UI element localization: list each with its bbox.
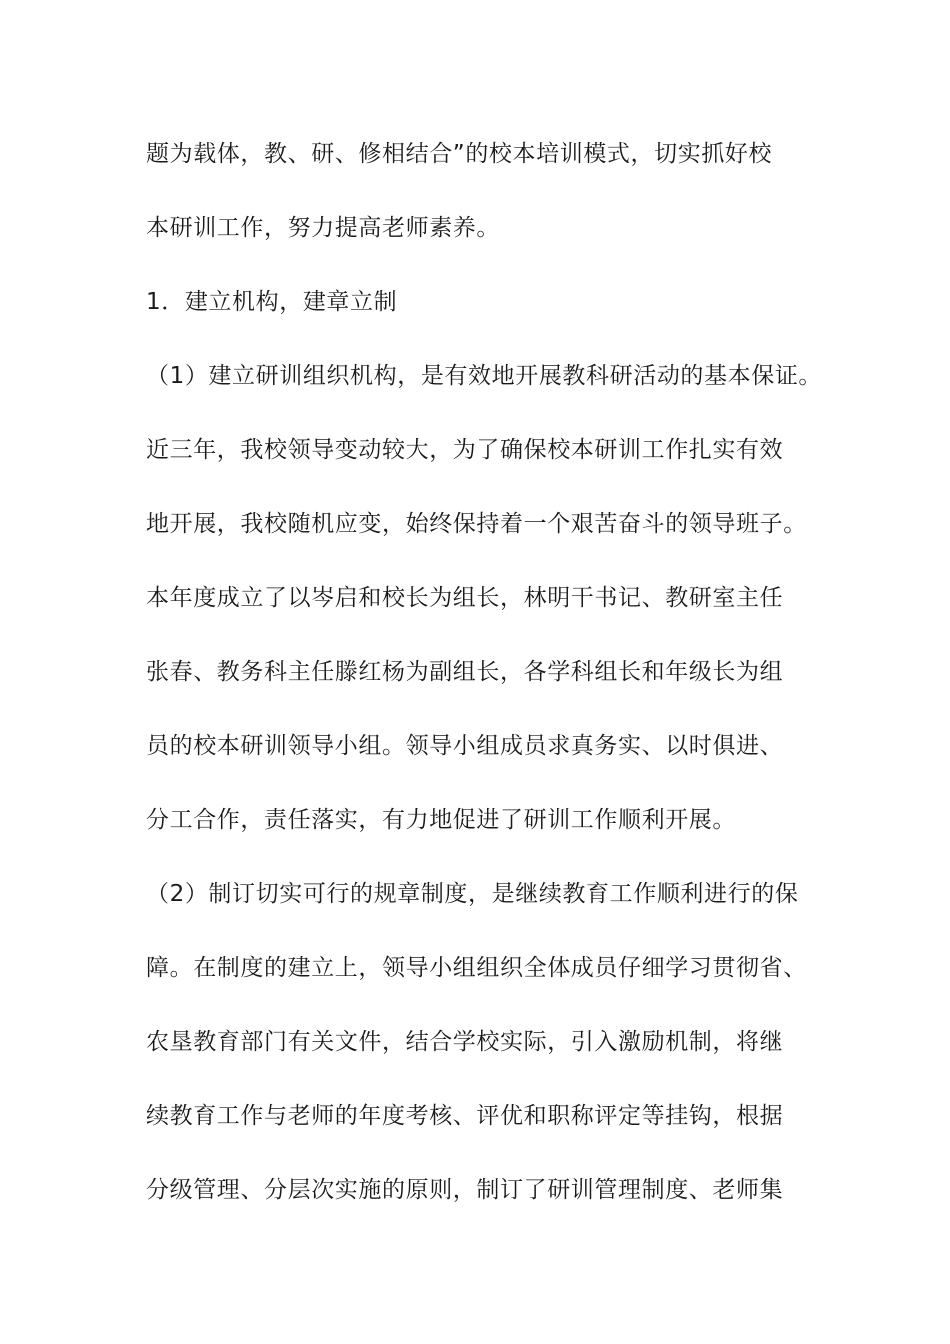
text-line: 农垦教育部门有关文件，结合学校实际，引入激励机制，将继 [146, 1029, 784, 1055]
text-line: 本研训工作，努力提高老师素养。 [146, 215, 500, 241]
text-line: 地开展，我校随机应变，始终保持着一个艰苦奋斗的领导班子。 [146, 511, 807, 537]
text-line: 分级管理、分层次实施的原则，制订了研训管理制度、老师集 [146, 1177, 784, 1203]
text-line: （1）建立研训组织机构，是有效地开展教科研活动的基本保证。 [146, 363, 823, 389]
text-line: 障。在制度的建立上，领导小组组织全体成员仔细学习贯彻省、 [146, 955, 807, 981]
text-line: 近三年，我校领导变动较大，为了确保校本研训工作扎实有效 [146, 437, 784, 463]
text-line: 本年度成立了以岑启和校长为组长，林明干书记、教研室主任 [146, 585, 784, 611]
text-line: 题为载体，教、研、修相结合”的校本培训模式，切实抓好校 [146, 141, 773, 167]
text-line: （2）制订切实可行的规章制度，是继续教育工作顺利进行的保 [146, 881, 799, 907]
text-line: 分工合作，责任落实，有力地促进了研训工作顺利开展。 [146, 807, 736, 833]
text-line: 续教育工作与老师的年度考核、评优和职称评定等挂钩，根据 [146, 1103, 784, 1129]
section-heading: 1．建立机构，建章立制 [146, 289, 398, 315]
text-line: 张春、教务科主任滕红杨为副组长，各学科组长和年级长为组 [146, 659, 784, 685]
text-line: 员的校本研训领导小组。领导小组成员求真务实、以时俱进、 [146, 733, 784, 759]
